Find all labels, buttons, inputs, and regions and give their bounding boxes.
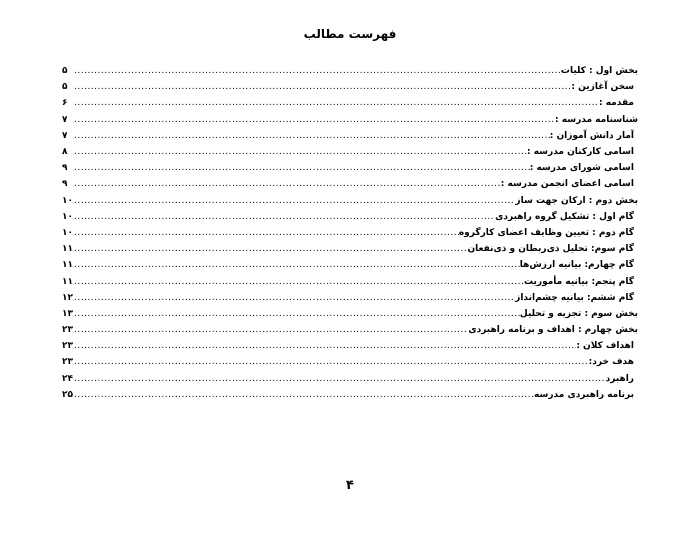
toc-entry-label: آمار دانش آموزان :	[549, 130, 634, 141]
page-number: ۴	[346, 478, 354, 493]
toc-entry[interactable]	[62, 387, 638, 403]
toc-entry-label: سخن آغازین :	[571, 82, 634, 93]
toc-entry-page: ۱۰	[62, 195, 73, 206]
toc-entry[interactable]	[62, 112, 638, 128]
dot-leader	[74, 274, 524, 290]
toc-entry-page: ۹	[62, 179, 68, 190]
toc-entry-page: ۵	[62, 82, 68, 93]
toc-entry-page: ۲۳	[62, 357, 73, 368]
toc-entry[interactable]	[62, 322, 638, 338]
dot-leader	[74, 112, 555, 128]
toc-entry[interactable]	[62, 354, 638, 370]
dot-leader	[74, 209, 495, 225]
toc-entry-label: اسامی اعضای انجمن مدرسه :	[500, 179, 634, 190]
toc-entry[interactable]	[62, 257, 638, 273]
toc-entry[interactable]	[62, 193, 638, 209]
toc-entry-label: هدف خرد:	[588, 357, 634, 368]
toc-entry-label: گام سوم: تحلیل ذی‌ربطان و ذی‌نفعان	[467, 244, 634, 255]
toc-entry[interactable]	[62, 241, 638, 257]
dot-leader	[74, 176, 501, 192]
toc-entry[interactable]	[62, 79, 638, 95]
dot-leader	[74, 225, 459, 241]
toc-entry-label: مقدمه :	[598, 98, 634, 109]
dot-leader	[74, 79, 571, 95]
toc-entry-page: ۱۳	[62, 308, 73, 319]
dot-leader	[74, 241, 467, 257]
toc-entry-label: گام اول : تشکیل گروه راهبردی	[495, 211, 634, 222]
toc-entry-page: ۲۴	[62, 373, 73, 384]
toc-entry[interactable]	[62, 176, 638, 192]
toc-entry-label: گام دوم : تعیین وظایف اعضای کارگروه	[458, 227, 634, 238]
dot-leader	[74, 290, 515, 306]
toc-entry[interactable]	[62, 273, 638, 289]
dot-leader	[74, 128, 550, 144]
toc-entry-page: ۱۲	[62, 292, 73, 303]
toc-entry[interactable]	[62, 338, 638, 354]
dot-leader	[74, 354, 589, 370]
toc-entry-page: ۱۱	[62, 276, 73, 287]
toc-entry-label: گام پنجم: بیانیه مأموریت	[523, 276, 634, 287]
dot-leader	[74, 306, 520, 322]
dot-leader	[74, 257, 520, 273]
toc-entry-page: ۷	[62, 114, 68, 125]
toc-entry[interactable]	[62, 128, 638, 144]
dot-leader	[74, 160, 530, 176]
toc-entry-label: بخش سوم : تجزیه و تحلیل	[519, 308, 638, 319]
dot-leader	[74, 63, 561, 79]
toc-entry-label: گام ششم: بیانیه چشم‌انداز	[515, 292, 634, 303]
toc-entry-label: بخش چهارم : اهداف و برنامه راهبردی	[468, 325, 638, 336]
toc-entry-label: گام چهارم: بیانیه ارزش‌ها	[519, 260, 634, 271]
toc-entry-label: اسامی کارکنان مدرسه :	[526, 147, 634, 158]
toc-entry-page: ۸	[62, 147, 68, 158]
dot-leader	[74, 322, 468, 338]
toc-entry[interactable]	[62, 306, 638, 322]
dot-leader	[74, 338, 576, 354]
toc-entry[interactable]	[62, 95, 638, 111]
toc-entry-label: بخش دوم : ارکان جهت ساز	[515, 195, 638, 206]
toc-entry[interactable]	[62, 371, 638, 387]
toc-entry-page: ۲۳	[62, 341, 73, 352]
toc-entry-label: اهداف کلان :	[576, 341, 634, 352]
toc-entry-page: ۲۳	[62, 325, 73, 336]
dot-leader	[74, 387, 534, 403]
table-of-contents	[62, 63, 638, 403]
toc-title: فهرست مطالب	[303, 27, 397, 41]
toc-entry-label: برنامه راهبردی مدرسه	[534, 389, 634, 400]
toc-entry-label: بخش اول : کلیات	[560, 66, 638, 77]
toc-entry-label: شناسنامه مدرسه :	[555, 114, 638, 125]
toc-entry-label: راهبرد	[605, 373, 634, 384]
toc-entry-page: ۱۱	[62, 260, 73, 271]
toc-entry-page: ۱۰	[62, 211, 73, 222]
toc-entry[interactable]	[62, 290, 638, 306]
toc-entry-page: ۱۰	[62, 227, 73, 238]
toc-entry[interactable]	[62, 225, 638, 241]
toc-entry-page: ۹	[62, 163, 68, 174]
toc-entry-page: ۱۱	[62, 244, 73, 255]
toc-entry[interactable]	[62, 209, 638, 225]
dot-leader	[74, 193, 515, 209]
toc-entry-label: اسامی شورای مدرسه :	[529, 163, 634, 174]
toc-entry-page: ۶	[62, 98, 68, 109]
toc-entry-page: ۵	[62, 66, 68, 77]
dot-leader	[74, 95, 599, 111]
dot-leader	[74, 371, 606, 387]
toc-entry[interactable]	[62, 160, 638, 176]
dot-leader	[74, 144, 527, 160]
toc-entry[interactable]	[62, 63, 638, 79]
toc-entry-page: ۷	[62, 130, 68, 141]
toc-entry[interactable]	[62, 144, 638, 160]
toc-entry-page: ۲۵	[62, 389, 73, 400]
